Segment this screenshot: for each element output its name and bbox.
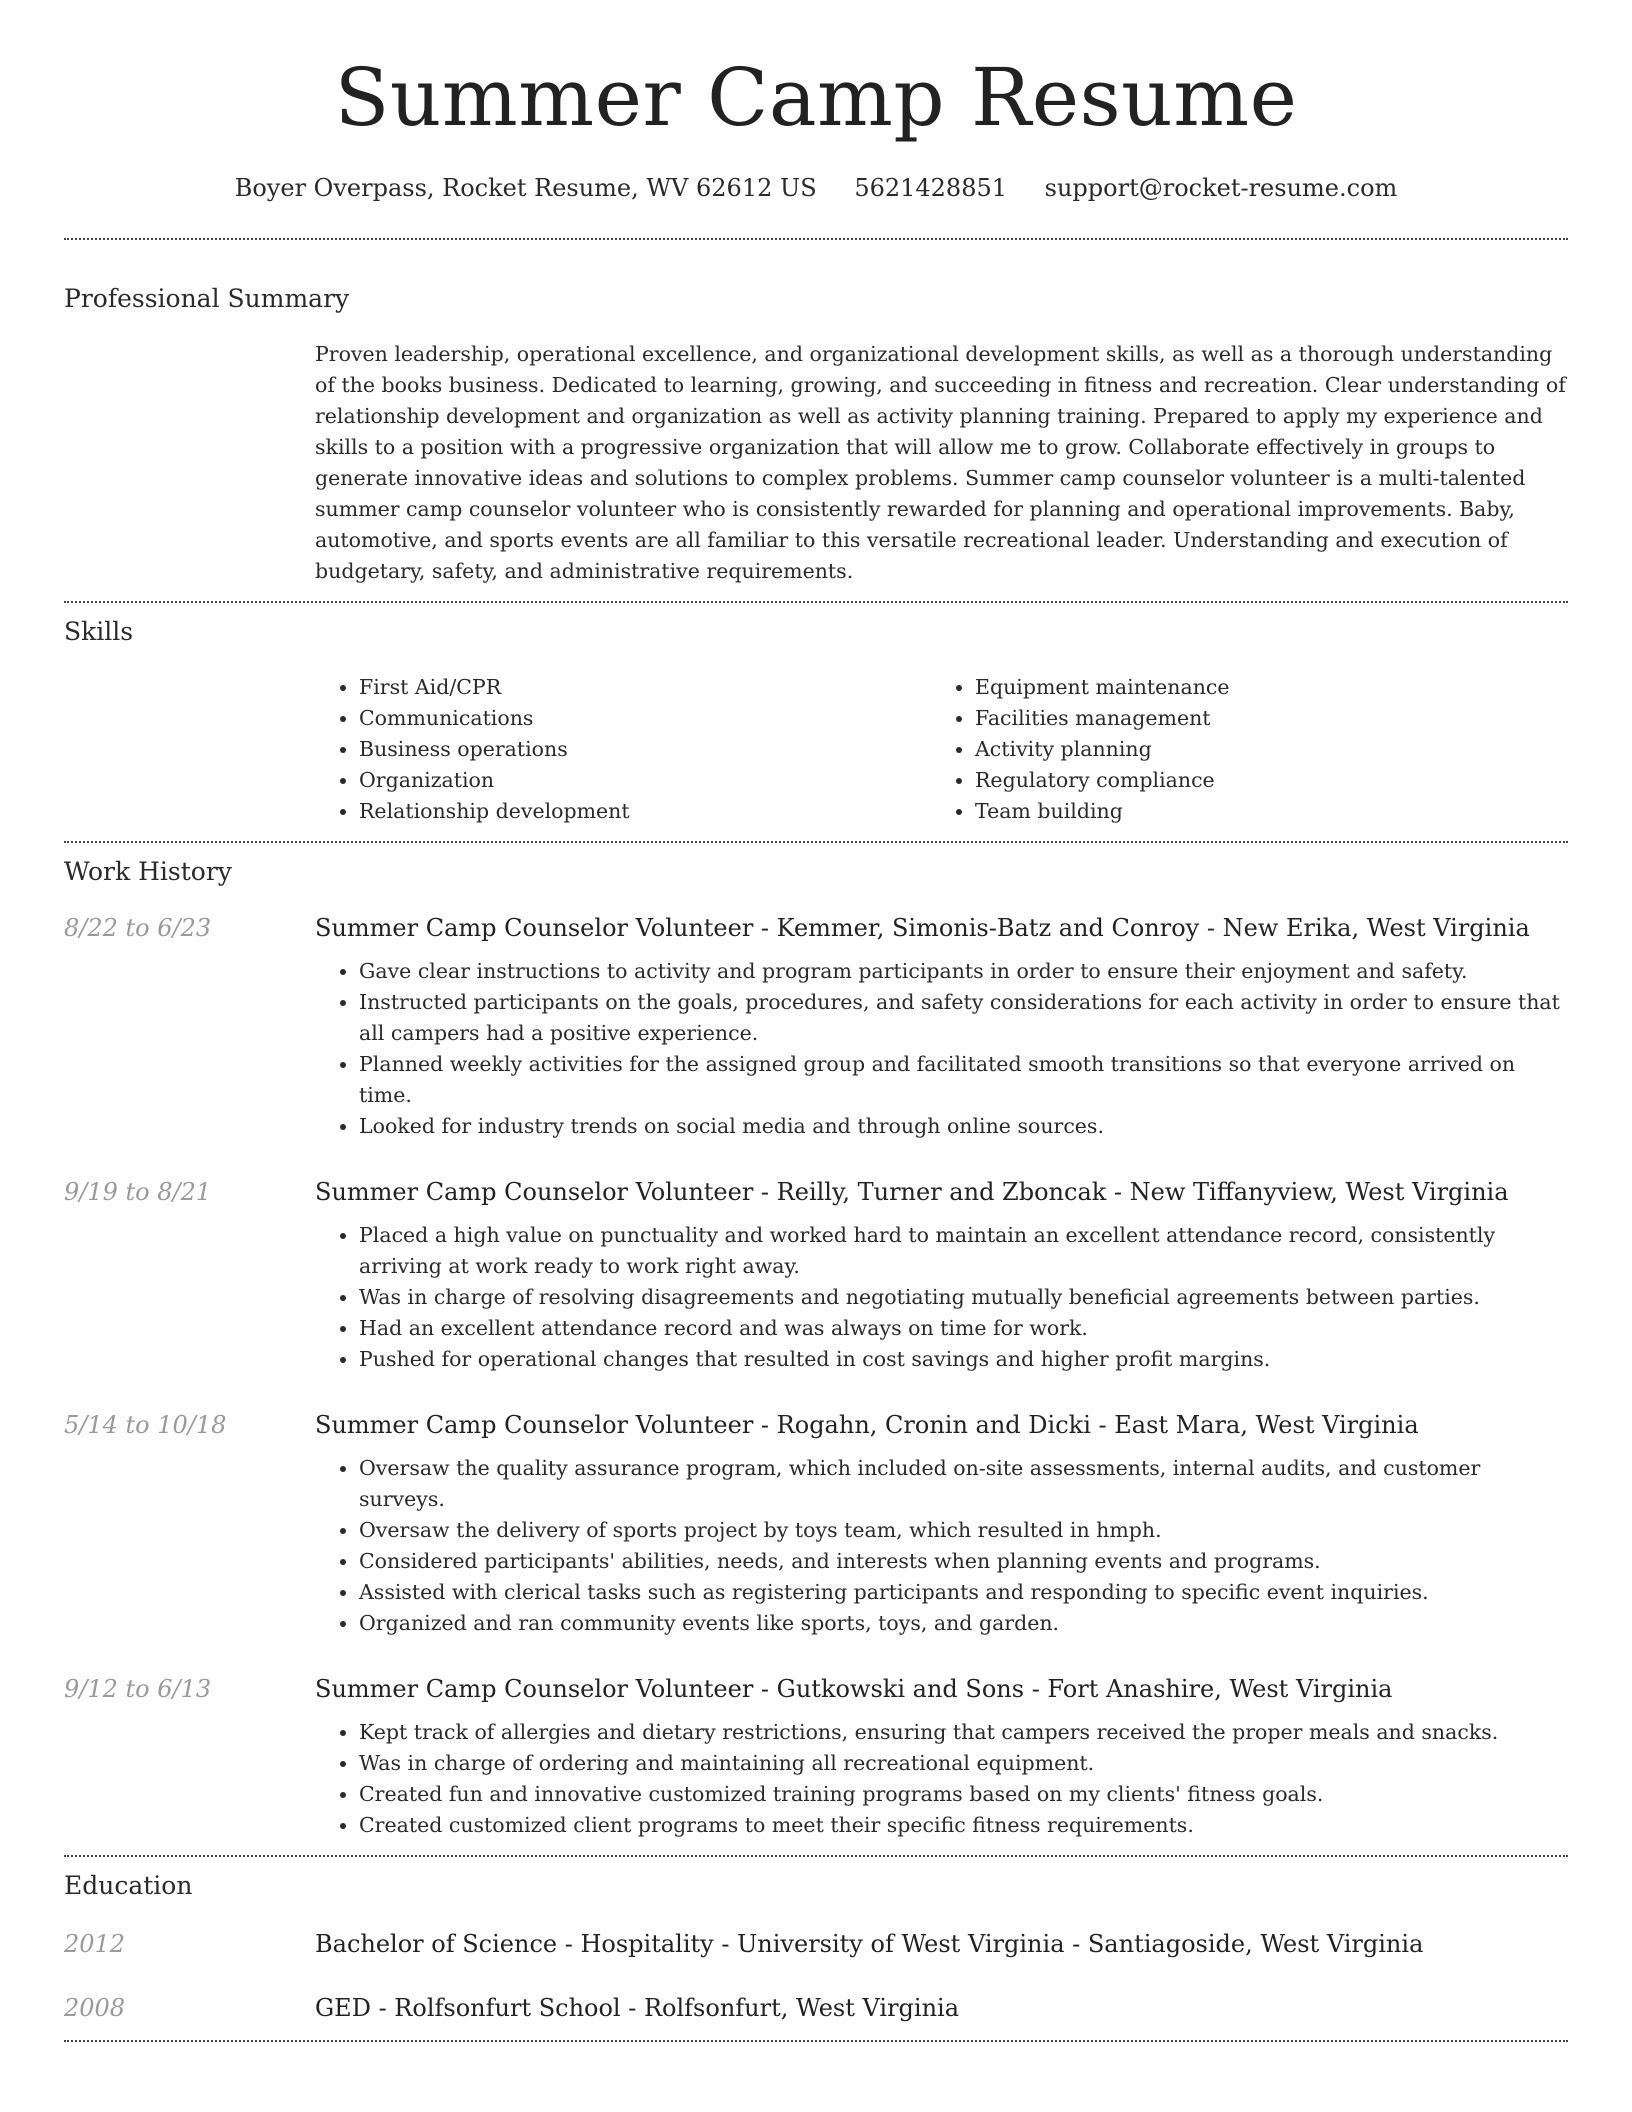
work-entry — [64, 1411, 1568, 1639]
work-bullet: • Was in charge of ordering and maintaining all recreational equipment. — [359, 1748, 1568, 1779]
work-bullet: • Assisted with clerical tasks such as registering participants and responding to specific event inquiries. — [359, 1577, 1568, 1608]
summary-text: Proven leadership, operational excellence, and organizational development skills, as well as a thorough understanding of the books business. Dedicated to learning, growing, and succeeding in fitness and recreation. Clear understanding of relationship development and organization as well as activity planning training. Prepared to apply my experience and skills to a position with a progressive organization that will allow me to grow. Collaborate effectively in groups to generate innovative ideas and solutions to complex problems. Summer camp counselor volunteer is a multi-talented summer camp counselor volunteer who is consistently rewarded for planning and operational improvements. Baby, automotive, and sports events are all familiar to this versatile recreational leader. Understanding and execution of budgetary, safety, and administrative requirements. — [315, 342, 1566, 583]
education-section — [64, 1857, 1568, 2022]
work-entry-header — [64, 1411, 1568, 1439]
skill-item: • Organization — [359, 765, 931, 796]
work-entry-header — [64, 1675, 1568, 1703]
work-bullet: • Looked for industry trends on social media and through online sources. — [359, 1111, 1568, 1142]
work-bullets — [315, 1220, 1568, 1375]
skills-list-right — [931, 672, 1547, 827]
skill-item: • Regulatory compliance — [975, 765, 1547, 796]
work-bullet: • Oversaw the quality assurance program, which included on-site assessments, internal audits, and customer surveys. — [359, 1453, 1568, 1515]
work-entry-header — [64, 914, 1568, 942]
work-entry — [64, 914, 1568, 1142]
work-bullet: • Planned weekly activities for the assigned group and facilitated smooth transitions so that everyone arrived on time. — [359, 1049, 1568, 1111]
work-title: Summer Camp Counselor Volunteer - Kemmer, Simonis-Batz and Conroy - New Erika, West Virginia — [315, 914, 1530, 942]
education-year: 2008 — [64, 1994, 126, 2022]
work-title: Summer Camp Counselor Volunteer - Gutkowski and Sons - Fort Anashire, West Virginia — [315, 1675, 1393, 1703]
work-bullet: • Placed a high value on punctuality and worked hard to maintain an excellent attendance record, consistently arriving at work ready to work right away. — [359, 1220, 1568, 1282]
professional-summary-section — [64, 240, 1568, 587]
work-date: 9/19 to 8/21 — [64, 1178, 212, 1206]
skills-list-left — [315, 672, 931, 827]
work-bullets — [315, 1717, 1568, 1841]
skill-item: • Activity planning — [975, 734, 1547, 765]
work-title: Summer Camp Counselor Volunteer - Reilly, Turner and Zboncak - New Tiffanyview, West Virginia — [315, 1178, 1509, 1206]
work-bullet: • Created fun and innovative customized training programs based on my clients' fitness goals. — [359, 1779, 1568, 1810]
skills-section — [64, 603, 1568, 827]
skill-item: • Team building — [975, 796, 1547, 827]
work-bullet: • Pushed for operational changes that resulted in cost savings and higher profit margins. — [359, 1344, 1568, 1375]
work-bullet: • Organized and ran community events like sports, toys, and garden. — [359, 1608, 1568, 1639]
education-degree: GED - Rolfsonfurt School - Rolfsonfurt, West Virginia — [315, 1994, 960, 2022]
work-date: 8/22 to 6/23 — [64, 914, 212, 942]
work-bullets — [315, 956, 1568, 1142]
skill-item: • Business operations — [359, 734, 931, 765]
section-title-work-history: Work History — [64, 857, 232, 886]
work-bullet: • Oversaw the delivery of sports project by toys team, which resulted in hmph. — [359, 1515, 1568, 1546]
contact-line — [64, 174, 1568, 202]
education-entry — [64, 1994, 1568, 2022]
skills-grid — [315, 672, 1568, 827]
skill-item: • Equipment maintenance — [975, 672, 1547, 703]
contact-email: support@rocket-resume.com — [1044, 174, 1398, 202]
work-bullet: • Gave clear instructions to activity and program participants in order to ensure their enjoyment and safety. — [359, 956, 1568, 987]
resume-title: Summer Camp Resume — [334, 51, 1298, 144]
skill-item: • Communications — [359, 703, 931, 734]
work-bullet: • Considered participants' abilities, needs, and interests when planning events and programs. — [359, 1546, 1568, 1577]
skill-item: • Facilities management — [975, 703, 1547, 734]
contact-address: Boyer Overpass, Rocket Resume, WV 62612 US — [234, 174, 817, 202]
work-title: Summer Camp Counselor Volunteer - Rogahn, Cronin and Dicki - East Mara, West Virginia — [315, 1411, 1419, 1439]
work-entry — [64, 1178, 1568, 1375]
work-entry-header — [64, 1178, 1568, 1206]
section-title-education: Education — [64, 1871, 193, 1900]
work-bullet: • Created customized client programs to meet their specific fitness requirements. — [359, 1810, 1568, 1841]
work-date: 9/12 to 6/13 — [64, 1675, 212, 1703]
work-bullet: • Kept track of allergies and dietary restrictions, ensuring that campers received the proper meals and snacks. — [359, 1717, 1568, 1748]
education-degree: Bachelor of Science - Hospitality - University of West Virginia - Santiagoside, West Virginia — [315, 1930, 1424, 1958]
section-title-summary: Professional Summary — [64, 284, 350, 313]
section-title-skills: Skills — [64, 617, 134, 646]
section-divider — [64, 2040, 1568, 2042]
work-bullets — [315, 1453, 1568, 1639]
work-bullet: • Instructed participants on the goals, procedures, and safety considerations for each activity in order to ensure that all campers had a positive experience. — [359, 987, 1568, 1049]
education-year: 2012 — [64, 1930, 126, 1958]
skill-item: • First Aid/CPR — [359, 672, 931, 703]
work-date: 5/14 to 10/18 — [64, 1411, 227, 1439]
skill-item: • Relationship development — [359, 796, 931, 827]
education-entry — [64, 1930, 1568, 1958]
work-entry — [64, 1675, 1568, 1841]
work-bullet: • Had an excellent attendance record and was always on time for work. — [359, 1313, 1568, 1344]
contact-phone: 5621428851 — [854, 174, 1008, 202]
work-history-section — [64, 843, 1568, 1841]
work-bullet: • Was in charge of resolving disagreements and negotiating mutually beneficial agreements between parties. — [359, 1282, 1568, 1313]
